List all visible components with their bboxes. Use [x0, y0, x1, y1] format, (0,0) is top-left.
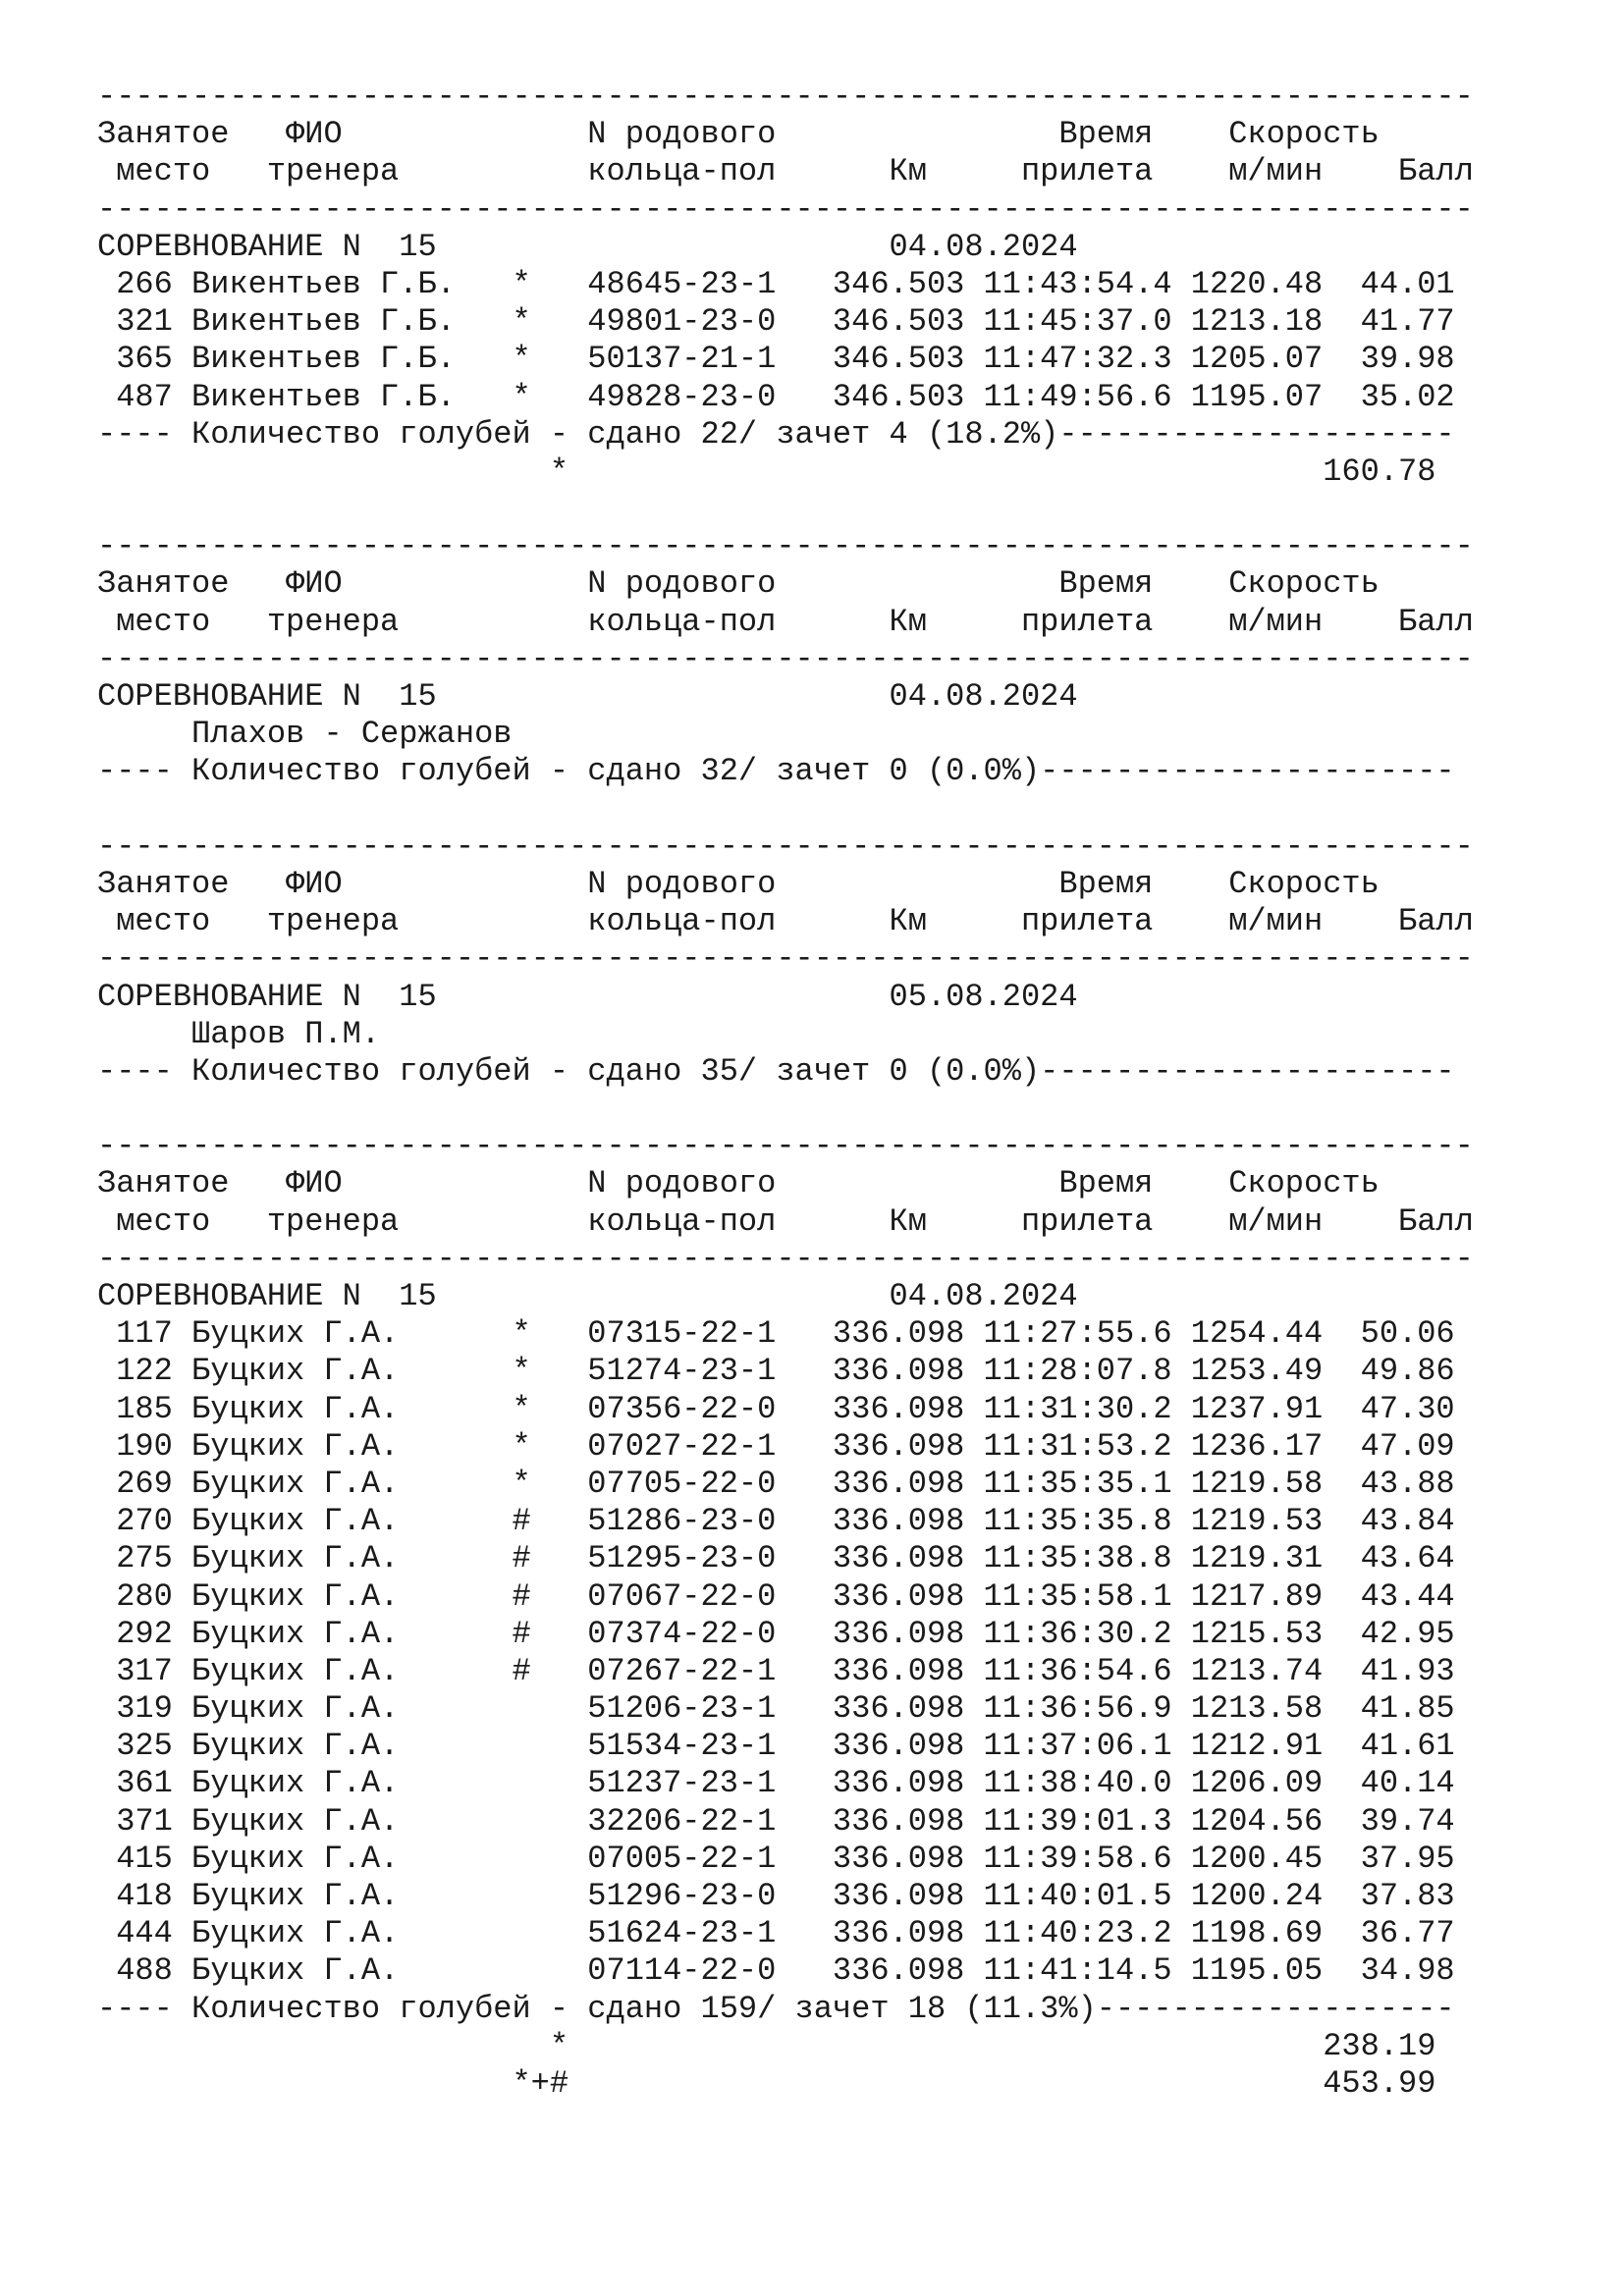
result-row: 185 Буцких Г.А. * 07356-22-0 336.098 11:31:30.2 1237.91 47.30: [97, 1390, 1455, 1427]
result-row: 319 Буцких Г.А. 51206-23-1 336.098 11:36:56.9 1213.58 41.85: [97, 1690, 1455, 1728]
result-row: 269 Буцких Г.А. * 07705-22-0 336.098 11:35:35.1 1219.58 43.88: [97, 1465, 1455, 1502]
header-rule: -------------------------------------------------------------------------: [97, 828, 1474, 865]
result-row: 317 Буцких Г.А. # 07267-22-1 336.098 11:36:54.6 1213.74 41.93: [97, 1652, 1455, 1689]
competition-line: СОРЕВНОВАНИЕ N 15 05.08.2024: [97, 978, 1078, 1015]
result-row: 122 Буцких Г.А. * 51274-23-1 336.098 11:28:07.8 1253.49 49.86: [97, 1353, 1455, 1390]
result-row: 365 Викентьев Г.Б. * 50137-21-1 346.503 11:47:32.3 1205.07 39.98: [97, 341, 1455, 378]
header-rule: -------------------------------------------------------------------------: [97, 940, 1474, 978]
result-row: 487 Викентьев Г.Б. * 49828-23-0 346.503 11:49:56.6 1195.07 35.02: [97, 378, 1455, 415]
result-row: 190 Буцких Г.А. * 07027-22-1 336.098 11:31:53.2 1236.17 47.09: [97, 1427, 1455, 1465]
total-line: * 238.19: [97, 2027, 1436, 2064]
result-row: 292 Буцких Г.А. # 07374-22-0 336.098 11:36:30.2 1215.53 42.95: [97, 1615, 1455, 1652]
summary-line: ---- Количество голубей - сдано 32/ зачет 0 (0.0%)----------------------: [97, 753, 1455, 790]
column-header-line-1: Занятое ФИО N родового Время Скорость: [97, 1165, 1380, 1202]
result-row: 266 Викентьев Г.Б. * 48645-23-1 346.503 11:43:54.4 1220.48 44.01: [97, 265, 1455, 302]
header-rule: -------------------------------------------------------------------------: [97, 79, 1474, 115]
results-report: [97, 79, 1474, 2103]
header-rule: -------------------------------------------------------------------------: [97, 528, 1474, 565]
result-row: Плахов - Сержанов: [97, 716, 513, 753]
blank-line: [97, 791, 1474, 828]
column-header-line-1: Занятое ФИО N родового Время Скорость: [97, 565, 1380, 603]
result-row: 270 Буцких Г.А. # 51286-23-0 336.098 11:35:35.8 1219.53 43.84: [97, 1503, 1455, 1540]
header-rule: -------------------------------------------------------------------------: [97, 640, 1474, 677]
header-rule: -------------------------------------------------------------------------: [97, 1128, 1474, 1165]
summary-line: ---- Количество голубей - сдано 159/ зачет 18 (11.3%)-------------------: [97, 1990, 1455, 2027]
result-row: 321 Викентьев Г.Б. * 49801-23-0 346.503 11:45:37.0 1213.18 41.77: [97, 303, 1455, 341]
competition-line: СОРЕВНОВАНИЕ N 15 04.08.2024: [97, 678, 1078, 715]
result-row: 488 Буцких Г.А. 07114-22-0 336.098 11:41:14.5 1195.05 34.98: [97, 1952, 1455, 1990]
column-header-line-1: Занятое ФИО N родового Время Скорость: [97, 116, 1380, 153]
result-row: 117 Буцких Г.А. * 07315-22-1 336.098 11:27:55.6 1254.44 50.06: [97, 1315, 1455, 1353]
header-rule: -------------------------------------------------------------------------: [97, 190, 1474, 228]
column-header-line-2: место тренера кольца-пол Км прилета м/мин Балл: [97, 1202, 1474, 1240]
competition-line: СОРЕВНОВАНИЕ N 15 04.08.2024: [97, 1278, 1078, 1314]
result-row: Шаров П.М.: [97, 1015, 381, 1052]
column-header-line-2: место тренера кольца-пол Км прилета м/мин Балл: [97, 903, 1474, 940]
blank-line: [97, 1091, 1474, 1128]
total-line: * 160.78: [97, 453, 1436, 490]
column-header-line-1: Занятое ФИО N родового Время Скорость: [97, 865, 1380, 902]
result-row: 444 Буцких Г.А. 51624-23-1 336.098 11:40:23.2 1198.69 36.77: [97, 1915, 1455, 1952]
column-header-line-2: место тренера кольца-пол Км прилета м/мин Балл: [97, 153, 1474, 190]
result-row: 280 Буцких Г.А. # 07067-22-0 336.098 11:35:58.1 1217.89 43.44: [97, 1577, 1455, 1615]
result-row: 418 Буцких Г.А. 51296-23-0 336.098 11:40:01.5 1200.24 37.83: [97, 1878, 1455, 1914]
result-row: 275 Буцких Г.А. # 51295-23-0 336.098 11:35:38.8 1219.31 43.64: [97, 1540, 1455, 1577]
result-row: 361 Буцких Г.А. 51237-23-1 336.098 11:38:40.0 1206.09 40.14: [97, 1765, 1455, 1802]
header-rule: -------------------------------------------------------------------------: [97, 1240, 1474, 1277]
result-row: 415 Буцких Г.А. 07005-22-1 336.098 11:39:58.6 1200.45 37.95: [97, 1840, 1455, 1877]
total-line: *+# 453.99: [97, 2064, 1436, 2102]
blank-line: [97, 491, 1474, 528]
result-row: 325 Буцких Г.А. 51534-23-1 336.098 11:37:06.1 1212.91 41.61: [97, 1728, 1455, 1765]
result-row: 371 Буцких Г.А. 32206-22-1 336.098 11:39:01.3 1204.56 39.74: [97, 1802, 1455, 1840]
summary-line: ---- Количество голубей - сдано 22/ зачет 4 (18.2%)---------------------: [97, 415, 1455, 453]
column-header-line-2: место тренера кольца-пол Км прилета м/мин Балл: [97, 603, 1474, 640]
competition-line: СОРЕВНОВАНИЕ N 15 04.08.2024: [97, 228, 1078, 265]
summary-line: ---- Количество голубей - сдано 35/ зачет 0 (0.0%)----------------------: [97, 1052, 1455, 1090]
